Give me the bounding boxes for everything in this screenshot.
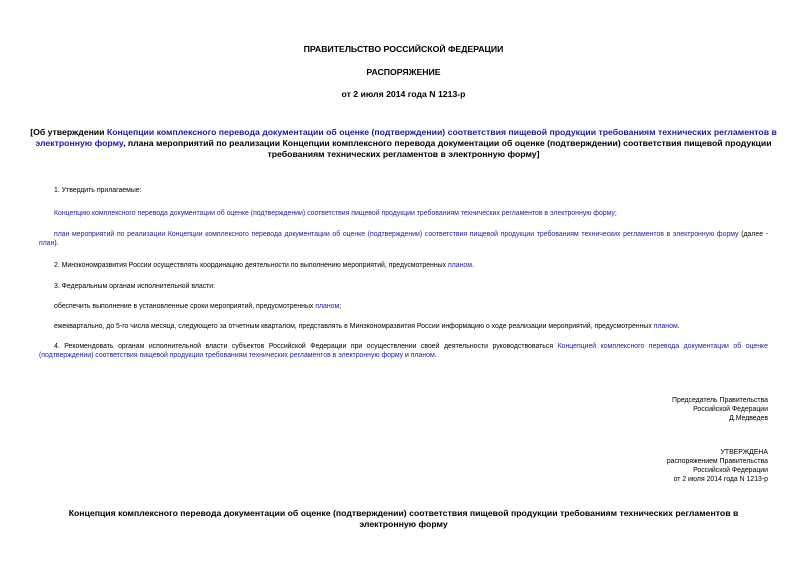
signature-name: Д.Медведев: [729, 415, 768, 422]
concept-link[interactable]: Концепцию комплексного перевода документации об оценке (подтверждении) соответствия пищевой продукции требованиям технических регламентов в электронную форму;: [54, 210, 617, 217]
paragraph-2: [54, 261, 474, 270]
plan-link-p3a[interactable]: планом: [315, 303, 340, 310]
plan-abbrev-post: ).: [54, 240, 59, 247]
paragraph-4: [39, 342, 768, 360]
approval-date: от 2 июля 2014 года N 1213-р: [673, 476, 768, 483]
signature-block: [672, 396, 768, 423]
plan-link-p3b[interactable]: планом: [653, 323, 678, 330]
concept-link-p4[interactable]: Концепцией комплексного перевода документации об оценке (подтверждении) соответствия пищевой продукции требованиям технических регламентов в электронную форму: [39, 343, 768, 359]
paragraph-3b: [54, 322, 680, 331]
paragraph-3: 3. Федеральным органам исполнительной власти:: [54, 283, 216, 290]
paragraph-4-text: 4. Рекомендовать органам исполнительной власти субъектов Российской Федерации при осуществлении своей деятельности руководствоваться: [54, 343, 558, 350]
plan-link-p2[interactable]: планом: [447, 262, 472, 269]
approval-by: распоряжением Правительства: [666, 458, 768, 465]
paragraph-3b-text: ежеквартально, до 5-го числа месяца, следующего за отчетным кварталом, представлять в Минэкономразвития России информацию о ходе реализации мероприятий, предусмотренных: [54, 323, 654, 330]
paragraph-3a-text: обеспечить выполнение в установленные сроки мероприятий, предусмотренных: [54, 303, 316, 310]
plan-link[interactable]: план мероприятий по реализации Концепции комплексного перевода документации об оценке (подтверждении) соответствия пищевой продукции требованиям технических регламентов в электронную форму: [54, 231, 739, 238]
paragraph-1b: [39, 230, 768, 248]
plan-abbrev-pre: (далее -: [741, 231, 768, 238]
approval-status: УТВЕРЖДЕНА: [720, 449, 768, 456]
paragraph-2-text: 2. Минэкономразвития России осуществлять координацию деятельности по выполнению мероприятий, предусмотренных: [54, 262, 448, 269]
paragraph-2-end: .: [471, 262, 474, 269]
paragraph-4-end: .: [434, 352, 437, 359]
paragraph-4-and: и: [403, 352, 411, 359]
paragraph-3a: [54, 302, 341, 311]
paragraph-3b-end: .: [677, 323, 680, 330]
title-rest: , плана мероприятий по реализации Концепции комплексного перевода документации об оценке (подтверждении) соответствия пищевой продукции требованиям технических регламентов в электронную форму]: [123, 138, 772, 159]
title-prefix: [Об утверждении: [30, 127, 107, 137]
concept-heading: Концепция комплексного перевода документации об оценке (подтверждении) соответствия пищевой продукции требованиям технических регламентов в электронную форму: [68, 508, 739, 529]
government-heading: ПРАВИТЕЛЬСТВО РОССИЙСКОЙ ФЕДЕРАЦИИ: [303, 44, 504, 54]
document-date-number: от 2 июля 2014 года N 1213-р: [341, 89, 466, 99]
signature-position: Председатель Правительства: [672, 397, 768, 404]
concept-title-link[interactable]: Концепции комплексного перевода документации об оценке (подтверждении) соответствия пищевой продукции требованиям технических регламентов в электронную форму: [35, 127, 777, 148]
paragraph-1: 1. Утвердить прилагаемые:: [54, 187, 142, 194]
approval-country: Российской Федерации: [693, 467, 768, 474]
approval-block: [667, 448, 768, 484]
document-type: РАСПОРЯЖЕНИЕ: [366, 67, 441, 77]
plan-link-p4[interactable]: планом: [410, 352, 435, 359]
plan-abbrev-link[interactable]: план: [39, 240, 55, 247]
document-title: [30, 127, 777, 160]
paragraph-3a-end: ;: [339, 303, 342, 310]
signature-country: Российской Федерации: [693, 406, 768, 413]
